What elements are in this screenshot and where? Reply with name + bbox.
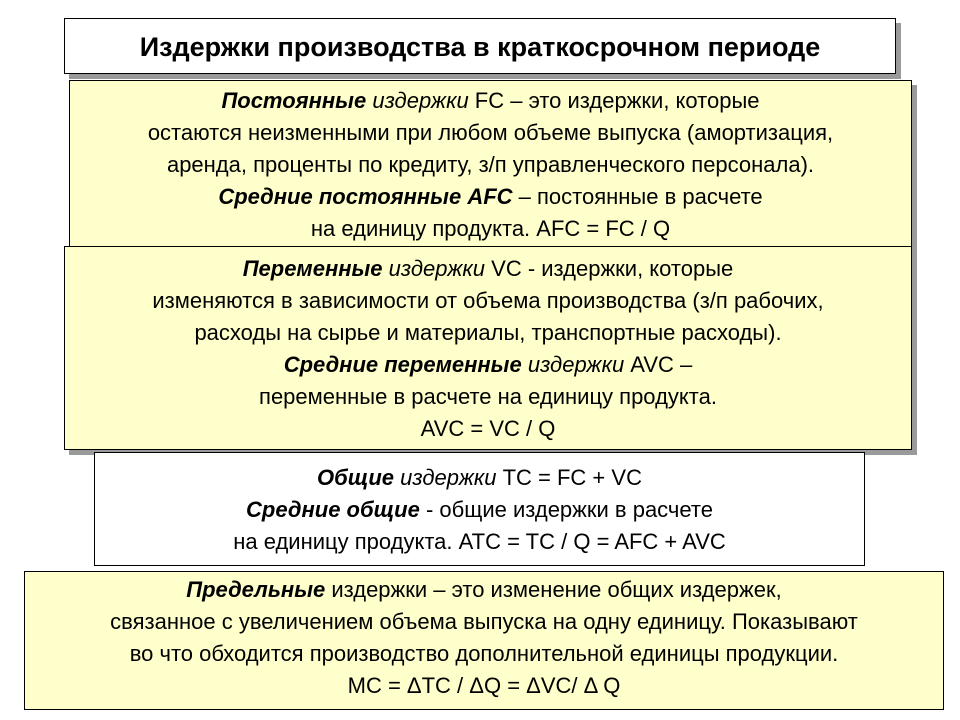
slide-title: Издержки производства в краткосрочном периоде bbox=[64, 18, 896, 74]
marginal-costs-line-1 bbox=[25, 574, 943, 606]
average-variable-costs-word: издержки bbox=[527, 352, 625, 377]
marginal-costs-definition: издержки – это изменение общих издержек, bbox=[325, 577, 782, 602]
total-costs-formula: TC = FC + VC bbox=[496, 465, 642, 490]
fixed-costs-formula: на единицу продукта. AFC = FC / Q bbox=[310, 216, 671, 241]
variable-costs-formula: AVC = VC / Q bbox=[420, 416, 556, 441]
variable-costs-line-4 bbox=[65, 349, 911, 381]
average-fixed-costs-term: Средние постоянные AFC bbox=[218, 184, 513, 209]
variable-costs-line-3: расходы на сырье и материалы, транспортные расходы). bbox=[194, 320, 782, 345]
variable-costs-definition: VC - издержки, которые bbox=[485, 256, 734, 281]
variable-costs-word: издержки bbox=[388, 256, 486, 281]
average-variable-costs-label: AVC – bbox=[624, 352, 693, 377]
total-costs-line-1 bbox=[95, 462, 864, 494]
variable-costs-term: Переменные bbox=[242, 256, 383, 281]
variable-costs-line-2: изменяются в зависимости от объема производства (з/п рабочих, bbox=[152, 288, 824, 313]
fixed-costs-term: Постоянные bbox=[221, 88, 367, 113]
variable-costs-line-1 bbox=[65, 253, 911, 285]
marginal-costs-line-2: связанное с увеличением объема выпуска на одну единицу. Показывают bbox=[110, 609, 858, 634]
total-costs-line-2 bbox=[95, 494, 864, 526]
fixed-costs-box bbox=[69, 80, 912, 247]
variable-costs-line-5: переменные в расчете на единицу продукта. bbox=[259, 384, 717, 409]
fixed-costs-definition: FC – это издержки, которые bbox=[468, 88, 760, 113]
average-variable-costs-term: Средние переменные bbox=[283, 352, 522, 377]
average-total-costs-definition: - общие издержки в расчете bbox=[419, 497, 713, 522]
total-costs-box bbox=[94, 452, 865, 566]
total-costs-word: издержки bbox=[400, 465, 497, 490]
fixed-costs-line-2: остаются неизменными при любом объеме выпуска (амортизация, bbox=[147, 120, 834, 145]
marginal-costs-formula: MC = ΔTC / ΔQ = ΔVC/ Δ Q bbox=[347, 673, 621, 698]
fixed-costs-line-3: аренда, проценты по кредиту, з/п управленческого персонала). bbox=[166, 152, 815, 177]
fixed-costs-line-1 bbox=[70, 85, 911, 117]
average-total-costs-formula: на единицу продукта. ATC = TC / Q = AFC + AVC bbox=[233, 529, 726, 554]
fixed-costs-word: издержки bbox=[372, 88, 469, 113]
total-costs-term: Общие bbox=[317, 465, 394, 490]
marginal-costs-line-3: во что обходится производство дополнительной единицы продукции. bbox=[129, 641, 839, 666]
marginal-costs-term: Предельные bbox=[186, 577, 326, 602]
average-total-costs-term: Средние общие bbox=[246, 497, 420, 522]
fixed-costs-line-4 bbox=[70, 181, 911, 213]
average-fixed-costs-definition: – постоянные в расчете bbox=[512, 184, 763, 209]
marginal-costs-box bbox=[24, 571, 944, 710]
variable-costs-box bbox=[64, 246, 912, 450]
